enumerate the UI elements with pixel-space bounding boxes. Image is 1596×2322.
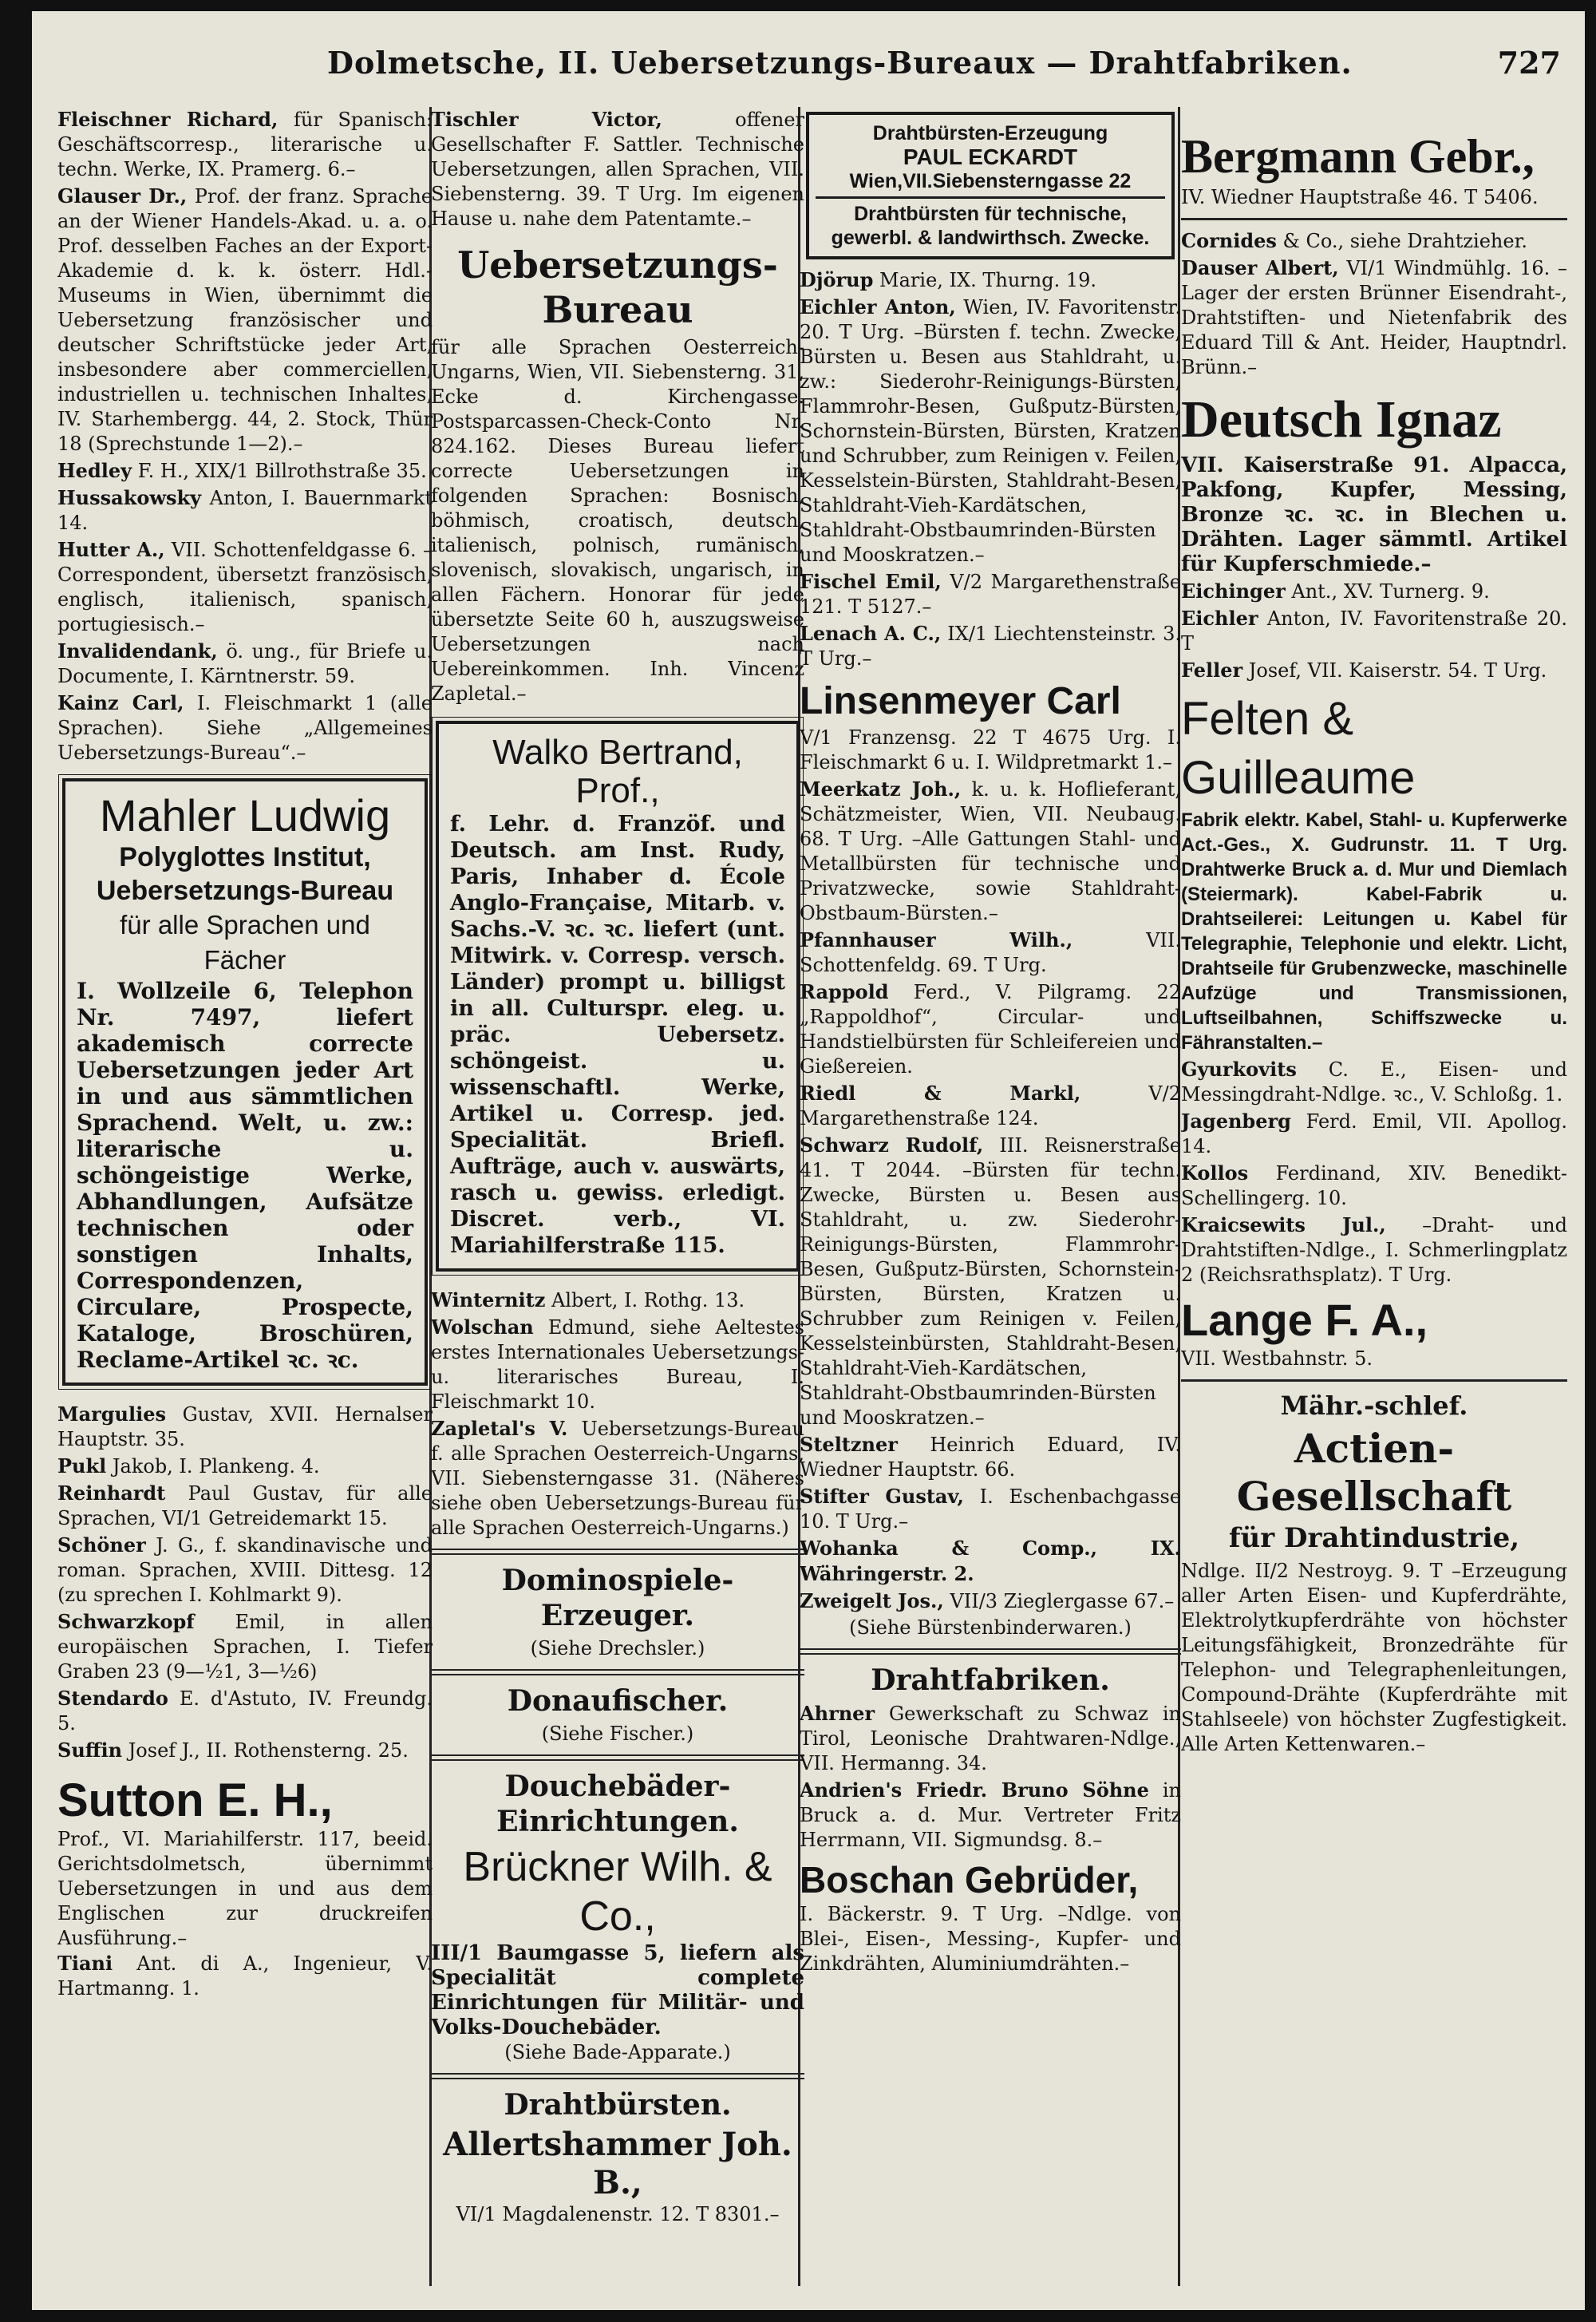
sutton-advertisement (57, 1774, 433, 1951)
brueckner-reference: (Siehe Bade-Apparate.) (504, 2040, 731, 2063)
entry: Gyurkovits C. E., Eisen- und Messingdraht-Ndlge. ꝛc., V. Schloßg. 1. (1181, 1058, 1567, 1106)
section-rule (431, 1669, 804, 1675)
walko-advertisement (436, 721, 800, 1272)
brueckner-body: III/1 Baumgasse 5, liefern als Specialität complete Einrichtungen für Militär- und Volks-Douchebäder. (431, 1940, 804, 2039)
mahler-title: Mahler Ludwig (99, 790, 391, 841)
entry: Kainz Carl, I. Fleischmarkt 1 (alle Sprachen). Siehe „Allgemeines Uebersetzungs-Bureau“.– (57, 691, 433, 764)
entry: Ahrner Gewerkschaft zu Schwaz in Tirol, Leonische Drahtwaren-Ndlge., VII. Hermanng. 34. (800, 1702, 1181, 1774)
entry: Hedley F. H., XIX/1 Billrothstraße 35. (57, 459, 427, 482)
entry: Zweigelt Jos., VII/3 Zieglergasse 67.– (800, 1589, 1175, 1612)
entry: Tiani Ant. di A., Ingenieur, V. Hartmanng. 1. (57, 1951, 433, 2000)
allerts-body: VI/1 Magdalenenstr. 12. T 8301.– (456, 2202, 780, 2225)
page-header (32, 45, 1585, 93)
drahtfabriken-heading: Drahtfabriken. (871, 1663, 1110, 1697)
entry: Jagenberg Ferd. Emil, VII. Apollog. 14. (1181, 1110, 1567, 1157)
entry: Feller Josef, VII. Kaiserstr. 54. T Urg. (1181, 659, 1547, 682)
entry: Hussakowsky Anton, I. Bauernmarkt 14. (57, 486, 433, 534)
section-rule (1181, 1379, 1567, 1382)
stamp-line1: Drahtbürsten-Erzeugung (872, 122, 1108, 144)
lange-title: Lange F. A., (1181, 1295, 1428, 1345)
walko-body: f. Lehr. d. Franzöf. und Deutsch. am Inst. Rudy, Paris, Inhaber d. École Anglo-Française, Mitarb. v. Sachs.-V. ꝛc. ꝛc. liefert (unt. Mitwirk. v. Corresp. versch. Länder) prompt u. billigst in all. Culturspr. eleg. u. präc. Uebersetz. schöngeist. u. wissenschaftl. Werke, Artikel u. Corresp. jed. Specialität. Briefl. Aufträge, auch v. auswärts, rasch u. gewiss. erledigt. Discret. verb., VI. Mariahilferstraße 115. (450, 811, 785, 1258)
entry: Kollos Ferdinand, XIV. Benedikt-Schellingerg. 10. (1181, 1161, 1567, 1209)
boschan-title: Boschan Gebrüder, (800, 1859, 1139, 1901)
entry: Reinhardt Paul Gustav, für alle Sprachen, VI/1 Getreidemarkt 15. (57, 1481, 433, 1529)
drahtbuersten-heading: Drahtbürsten. (504, 2087, 732, 2122)
entry: Schöner J. G., f. skandinavische und roman. Sprachen, XVIII. Dittesg. 12 (zu sprechen I. Kohlmarkt 9). (57, 1533, 433, 1606)
entry: Eichler Anton, Wien, IV. Favoritenstr. 20. T Urg. –Bürsten f. techn. Zwecke, Bürsten u. Besen aus Stahldraht, u. zw.: Siederohr-Reinigungs-Bürsten, Flammrohr-Besen, Gußputz-Bürsten, Schornstein-Bürsten, Bürsten, Kratzen und Schrubber, zum Reinigen v. Feilen, Kesselstein-Bürsten, Stahldraht-Besen, Stahldraht-Vieh-Kardätschen, Stahldraht-Obstbaumrinden-Bürsten und Mooskratzen.– (800, 295, 1181, 566)
entry: Dauser Albert, VI/1 Windmühlg. 16. –Lager der ersten Brünner Eisendraht-, Drahtstiften- und Nietenfabrik des Eduard Till & Ant. Heider, Hauptndrl. Brünn.– (1181, 256, 1567, 378)
felten-title: Felten & Guilleaume (1181, 693, 1416, 804)
domino-heading: Dominospiele-Erzeuger. (501, 1563, 734, 1632)
donau-reference: (Siehe Fischer.) (541, 1722, 694, 1745)
actien-line3: für Drahtindustrie, (1228, 1522, 1520, 1554)
mahler-line3: für alle Sprachen und Fächer (120, 909, 370, 975)
brueckner-title: Brückner Wilh. & Co., (463, 1843, 772, 1940)
entry: Hutter A., VII. Schottenfeldgasse 6. –Correspondent, übersetzt französisch, englisch, italienisch, spanisch, portugiesisch.– (57, 538, 433, 635)
stamp-line3: Wien,VII.Siebensterngasse 22 (849, 170, 1132, 192)
deutsch-title: Deutsch Ignaz (1181, 390, 1502, 449)
entry: Stendardo E. d'Astuto, IV. Freundg. 5. (57, 1686, 433, 1735)
entry: Zapletal's V. Uebersetzungs-Bureau f. alle Sprachen Oesterreich-Ungarns, VII. Siebensterngasse 31. (Näheres siehe oben Uebersetzungs-Bureau für alle Sprachen Oesterreich-Ungarns.) (431, 1416, 804, 1539)
entry: Stifter Gustav, I. Eschenbachgasse 10. T Urg.– (800, 1485, 1181, 1533)
actien-body: Ndlge. II/2 Nestroyg. 9. T –Erzeugung aller Arten Eisen- und Kupferdrähte, Elektrolytkupferdrähte von höchster Leitungsfähigkeit, Bronzedrähte für Telephon- und Telegraphenleitungen, Compound-Drähte (Kupferdrähte mit Stahlseele) von höchster Zugfestigkeit. Alle Arten Kettenwaren.– (1181, 1560, 1567, 1755)
entry: Meerkatz Joh., k. u. k. Hoflieferant, Schätzmeister, Wien, VII. Neubaug. 68. T Urg. –Alle Gattungen Stahl- und Metallbürsten für technische und Privatzwecke, sowie Stahldraht-Obstbaum-Bürsten.– (800, 777, 1181, 924)
entry: Schwarz Rudolf, III. Reisnerstraße 41. T 2044. –Bürsten für techn. Zwecke, Bürsten u. Besen aus Stahldraht, u. zw. Siederohr-Reinigungs-Bürsten, Flammrohr-Besen, Gußputz-Bürsten, Schornstein-Bürsten, Bürsten, Kratzen u. Schrubber zum Reinigen v. Feilen, Kesselsteinbürsten, Stahldraht-Besen, Stahldraht-Vieh-Kardätschen, Stahldraht-Obstbaumrinden-Bürsten und Mooskratzen.– (800, 1133, 1181, 1429)
entry: Schwarzkopf Emil, in allen europäischen Sprachen, I. Tiefer Graben 23 (9—½1, 3—½6) (57, 1609, 433, 1683)
actien-line1: Mähr.-schlef. (1280, 1390, 1468, 1421)
sutton-title: Sutton E. H., (57, 1774, 333, 1826)
entry: Pukl Jakob, I. Plankeng. 4. (57, 1454, 320, 1477)
stamp-line4: Drahtbürsten für technische, gewerbl. & landwirthsch. Zwecke. (816, 196, 1165, 250)
entry: Wohanka & Comp., IX. Währingerstr. 2. (800, 1537, 1181, 1585)
entry: Cornides & Co., siehe Drahtzieher. (1181, 229, 1528, 252)
mahler-advertisement (62, 778, 428, 1386)
running-title: Dolmetsche, II. Uebersetzungs-Bureaux — Drahtfabriken. (327, 45, 1353, 81)
entry: Steltzner Heinrich Eduard, IV. Wiedner Hauptstr. 66. (800, 1433, 1181, 1481)
bureau-body: für alle Sprachen Oesterreich-Ungarns, Wien, VII. Siebensterng. 31, Ecke d. Kirchengasse. Postsparcassen-Check-Conto Nr. 824.162. Dieses Bureau liefert correcte Uebersetzungen in folgenden Sprachen: Bosnisch, böhmisch, croatisch, deutsch, italienisch, polnisch, rumänisch, slovenisch, slovakisch, ungarisch, in allen Fächern. Honorar für jede übersetzte Seite 60 h, auszugsweise Uebersetzungen nach Uebereinkommen. Inh. Vincenz Zapletal.– (431, 336, 804, 705)
entry: Rappold Ferd., V. Pilgramg. 22 „Rappoldhof“, Circular- und Handstielbürsten für Schleifereien und Gießereien. (800, 980, 1181, 1078)
page-number: 727 (1497, 45, 1561, 81)
actien-line2: Actien-Gesellschaft (1236, 1425, 1512, 1520)
column-4 (1181, 107, 1567, 1758)
entry: Eichler Anton, IV. Favoritenstraße 20. T (1181, 607, 1567, 655)
walko-title: Walko Bertrand, Prof., (492, 733, 743, 811)
bergmann-title: Bergmann Gebr., (1181, 130, 1535, 183)
bureau-title: Uebersetzungs-Bureau (457, 243, 778, 331)
linsenmeyer-title: Linsenmeyer Carl (800, 680, 1121, 722)
mahler-line1: Polyglottes Institut, (119, 841, 371, 872)
domino-reference: (Siehe Drechsler.) (530, 1636, 705, 1659)
boschan-body: I. Bäckerstr. 9. T Urg. –Ndlge. von Blei-, Eisen-, Messing-, Kupfer- und Zinkdrähten, Aluminiumdrähten.– (800, 1903, 1181, 1975)
eckardt-stamp (806, 112, 1175, 259)
linsenmeyer-body: V/1 Franzensg. 22 T 4675 Urg. I. Fleischmarkt 6 u. I. Wildpretmarkt 1.– (800, 726, 1181, 773)
sutton-body: Prof., VI. Mariahilferstr. 117, beeid. Gerichtsdolmetsch, übernimmt Uebersetzungen in und aus dem Englischen zur druckreifen Ausführung.– (57, 1827, 433, 1949)
lange-body: VII. Westbahnstr. 5. (1181, 1347, 1373, 1370)
entry: Wolschan Edmund, siehe Aeltestes erstes Internationales Uebersetzungs- u. literarisches Bureau, I. Fleischmarkt 10. (431, 1315, 804, 1413)
entry: Winternitz Albert, I. Rothg. 13. (431, 1288, 745, 1311)
entry: Andrien's Friedr. Bruno Söhne in Bruck a. d. Mur. Vertreter Fritz Herrmann, VII. Sigmundsg. 8.– (800, 1778, 1181, 1851)
section-rule (431, 2073, 804, 2079)
donau-heading: Donaufischer. (507, 1683, 729, 1718)
column-2 (431, 107, 804, 2227)
allerts-title: Allertshammer Joh. B., (443, 2125, 792, 2201)
mahler-line2: Uebersetzungs-Bureau (96, 875, 394, 906)
entry: Pfannhauser Wilh., VII. Schottenfeldg. 69. T Urg. (800, 928, 1181, 976)
section-rule (431, 1754, 804, 1761)
deutsch-body: VII. Kaiserstraße 91. Alpacca, Pakfong, Kupfer, Messing, Bronze ꝛc. ꝛc. in Blechen u. Drähten. Lager sämmtl. Artikel für Kupferschmiede.– (1181, 453, 1567, 576)
bergmann-body: IV. Wiedner Hauptstraße 46. T 5406. (1181, 186, 1539, 208)
entry: Margulies Gustav, XVII. Hernalser Hauptstr. 35. (57, 1402, 433, 1450)
entry: Glauser Dr., Prof. der franz. Sprache an der Wiener Handels-Akad. u. a. o. Prof. desselben Faches an der Export-Akademie d. k. k. österr. Hdl.-Museums in Wien, übernimmt die Uebersetzung französischer und deutscher Schriftstücke jeder Art, insbesondere aber commerciellen, industriellen u. technischen Inhaltes, IV. Starhembergg. 44, 2. Stock, Thür 18 (Sprechstunde 1—2).– (57, 184, 433, 455)
entry: Invalidendank, ö. ung., für Briefe u. Documente, I. Kärntnerstr. 59. (57, 639, 433, 687)
mahler-body: I. Wollzeile 6, Telephon Nr. 7497, liefert akademisch correcte Uebersetzungen jeder Art in und aus sämmtlichen Sprachend. Welt, u. zw.: literarische u. schöngeistige Werke, Abhandlungen, Aufsätze technischen oder sonstigen Inhalts, Correspondenzen, Circulare, Prospecte, Kataloge, Broschüren, Reclame-Artikel ꝛc. ꝛc. (77, 977, 413, 1373)
entry: Riedl & Markl, V/2 Margarethenstraße 124. (800, 1082, 1181, 1129)
column-1 (57, 107, 433, 2003)
entry: Kraicsewits Jul., –Draht- und Drahtstiften-Ndlge., I. Schmerlingplatz 2 (Reichsrathsplatz). T Urg. (1181, 1213, 1567, 1286)
col1-entries (57, 107, 433, 765)
zweigelt-reference: (Siehe Bürstenbinderwaren.) (849, 1616, 1132, 1639)
entry: Tischler Victor, offener Gesellschafter F. Sattler. Technische Uebersetzungen, allen Sprachen, VII. Siebensterng. 39. T Urg. Im eigenen Hause u. nahe dem Patentamte.– (431, 108, 804, 230)
section-rule (1181, 218, 1567, 220)
entry: Lenach A. C., IX/1 Liechtensteinstr. 3. T Urg.– (800, 622, 1181, 670)
section-rule (431, 1549, 804, 1555)
section-rule (800, 1648, 1181, 1655)
stamp-line2: PAUL ECKARDT (903, 144, 1078, 169)
entry: Fischel Emil, V/2 Margarethenstraße 121. T 5127.– (800, 570, 1181, 618)
douche-heading: Douchebäder-Einrichtungen. (496, 1769, 739, 1838)
entry: Eichinger Ant., XV. Turnerg. 9. (1181, 580, 1490, 603)
column-3 (800, 107, 1181, 1978)
entry: Djörup Marie, IX. Thurng. 19. (800, 268, 1096, 291)
directory-page (32, 11, 1585, 2310)
col1-entries-2 (57, 1402, 433, 1763)
entry: Suffin Josef J., II. Rothensterng. 25. (57, 1738, 409, 1762)
felten-body: Fabrik elektr. Kabel, Stahl- u. Kupferwerke Act.-Ges., X. Gudrunstr. 11. T Urg. Drahtwerke Bruck a. d. Mur und Diemlach (Steiermark). Kabel-Fabrik u. Drahtseilerei: Leitungen u. Kabel für Telegraphie, Telephonie und elektr. Licht, Drahtseile für Grubenzwecke, maschinelle Aufzüge und Transmissionen, Luftseilbahnen, Schiffszwecke u. Fähranstalten.– (1181, 809, 1567, 1054)
entry: Fleischner Richard, für Spanisch: Geschäftscorresp., literarische u. techn. Werke, IX. Pramerg. 6.– (57, 108, 433, 180)
